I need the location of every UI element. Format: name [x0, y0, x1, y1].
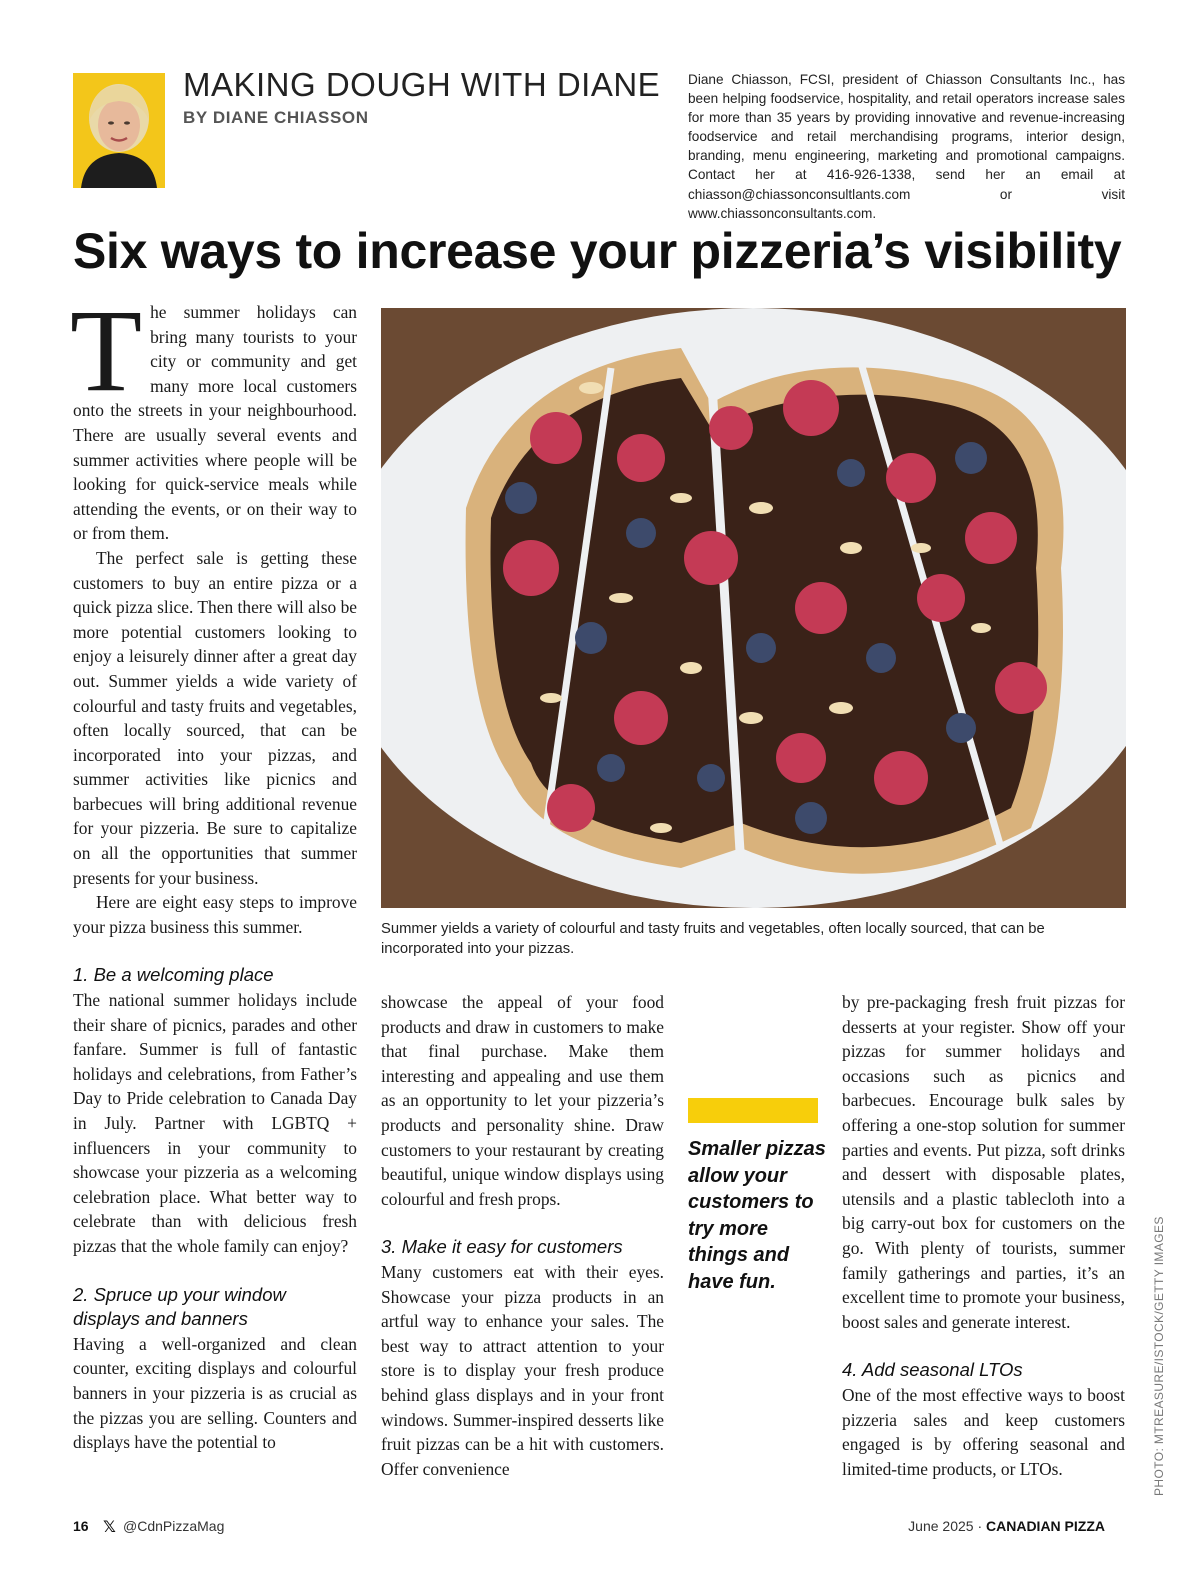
- magazine-name: CANADIAN PIZZA: [986, 1518, 1105, 1534]
- article-column-1: [70, 285, 357, 1455]
- section-3-body-part-2: by pre-packaging fresh fruit pizzas for desserts at your register. Show off your pizzas for summer holidays and occasions such as picnics and barbecues. Encourage bulk sales by offering a one-stop solution for summer parties and events. Put pizza, soft drinks and dessert with disposable plates, utensils and a plastic tablecloth into a big carry-out box for customers on the go. With plenty of tourists, summer family gatherings and parties, it’s an excellent time to promote your business, boost sales and generate interest.: [842, 992, 1125, 1332]
- article-column-2: [381, 990, 664, 1481]
- author-bio: Diane Chiasson, FCSI, president of Chiasson Consultants Inc., has been helping foodservice, hospitality, and retail operators increase sales for more than 35 years by providing innovative and revenue-increasing foodservice and retail merchandising programs, interior design, branding, menu engineering, marketing and promotional campaigns. Contact her at 416-926-1338, send her an email at chiasson@chiassonconsultlants.com or visit www.chiassonconsultants.com.: [688, 72, 1125, 221]
- x-logo-icon: 𝕏: [103, 1519, 116, 1536]
- column-title: MAKING DOUGH WITH DIANE: [183, 66, 661, 103]
- byline: BY DIANE CHIASSON: [183, 108, 369, 127]
- photo-credit: PHOTO: MTREASURE/ISTOCK/GETTY IMAGES: [1152, 1216, 1166, 1496]
- issue-date: June 2025 ·: [908, 1518, 986, 1534]
- page-number: 16: [73, 1518, 89, 1534]
- intro-paragraph-3: Here are eight easy steps to improve your pizza business this summer.: [73, 892, 357, 937]
- pull-quote: Smaller pizzas allow your customers to try more things and have fun.: [688, 1138, 826, 1293]
- photo-caption: Summer yields a variety of colourful and tasty fruits and vegetables, often locally sourced, that can be incorporated into your pizzas.: [381, 921, 1045, 957]
- article-column-3: [842, 990, 1125, 1481]
- social-handle[interactable]: @CdnPizzaMag: [123, 1518, 225, 1534]
- article-headline: Six ways to increase your pizzeria’s visibility: [73, 223, 1122, 279]
- footer-issue: [908, 1518, 1105, 1534]
- dessert-pizza-photo: [381, 308, 1126, 908]
- author-photo: [73, 73, 165, 188]
- section-2-body-part-1: Having a well-organized and clean counter, exciting displays and colourful banners in your pizzeria is as crucial as the pizzas you are selling. Counters and displays have the potential to: [73, 1333, 357, 1453]
- intro-paragraph-1: The summer holidays can bring many tourists to your city or community and get many more local customers onto the streets in your neighbourhood. There are usually several events and summer activities where people will be looking for quick-service meals while attending the events, or on their way to or from them.: [70, 285, 357, 544]
- section-1-heading: 1. Be a welcoming place: [73, 964, 274, 986]
- section-3-heading: 3. Make it easy for customers: [381, 1236, 623, 1258]
- section-4-body: One of the most effective ways to boost pizzeria sales and keep customers engaged is by offering seasonal and limited-time products, or LTOs.: [842, 1384, 1125, 1479]
- section-2-body-part-2: showcase the appeal of your food products and draw in customers to make that final purchase. Make them interesting and appealing and use them as an opportunity to let your pizzeria’s products and personality shine. Draw customers to your restaurant by creating beautiful, unique window displays using colourful and fresh props.: [381, 992, 664, 1209]
- pull-quote-accent-bar: [688, 1098, 818, 1123]
- section-2-heading: 2. Spruce up your window displays and banners: [73, 1283, 286, 1330]
- drop-cap: T: [70, 285, 143, 416]
- author-portrait-image: [73, 73, 165, 188]
- section-4-heading: 4. Add seasonal LTOs: [842, 1359, 1023, 1381]
- dessert-pizza-image: [381, 308, 1126, 908]
- intro-paragraph-2: The perfect sale is getting these customers to buy an entire pizza or a quick pizza slice. Then there will also be more potential customers looking to enjoy a leisurely dinner after a great day out. Summer yields a wide variety of colourful and tasty fruits and vegetables, often locally sourced, that can be incorporated into your pizzas, and summer activities like picnics and barbecues will bring additional revenue for your pizzeria. Be sure to capitalize on all the opportunities that summer presents for your business.: [73, 547, 357, 888]
- section-1-body: The national summer holidays include their share of picnics, parades and other fanfare. Summer is full of fantastic holidays and celebrations, from Father’s Day to Pride celebration to Canada Day in July. Partner with LGBTQ + influencers in your community to showcase your pizzeria as a welcoming celebration place. What better way to celebrate than with delicious fresh pizzas that the whole family can enjoy?: [73, 990, 357, 1256]
- section-3-body-part-1: Many customers eat with their eyes. Showcase your pizza products in an artful way to enhance your sales. The best way to attract attention to your store is to display your fresh produce behind glass displays and in your front windows. Summer-inspired desserts like fruit pizzas can be a hit with customers. Offer convenience: [381, 1261, 664, 1479]
